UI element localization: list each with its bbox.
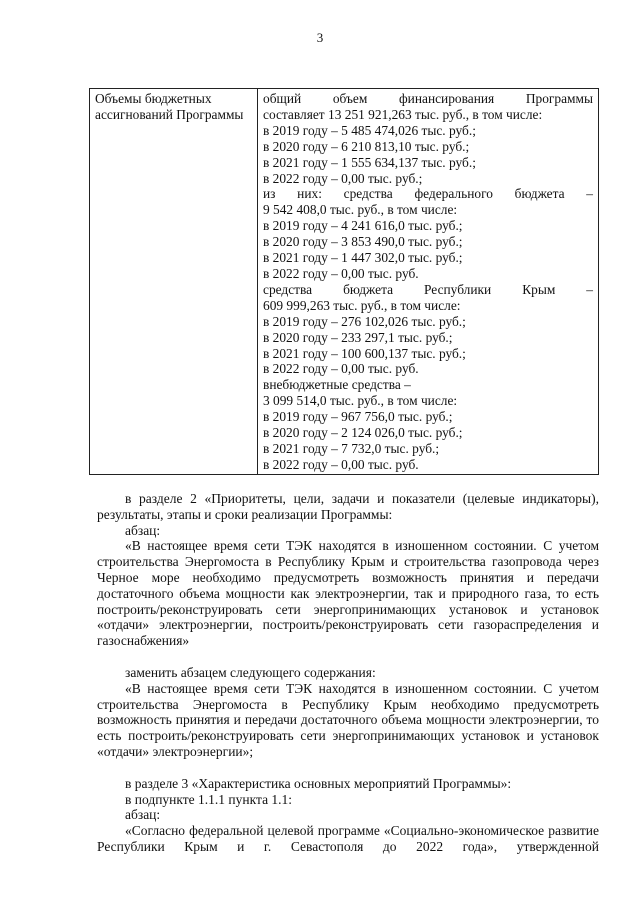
value-line: в 2019 году – 967 756,0 тыс. руб.; bbox=[263, 409, 453, 425]
value-line: 3 099 514,0 тыс. руб., в том числе: bbox=[263, 393, 458, 409]
paragraph: «В настоящее время сети ТЭК находятся в изношенном состоянии. С учетом строительства Энергомоста в Республику Крым необходимо предусмотреть возможность принятия и передачи достаточного объема мощности электроэнергии, то есть построить/реконструировать сети энергопринимающих установок и установок «отдачи» электроэнергии»; bbox=[97, 680, 599, 759]
value-line: в 2020 году – 2 124 026,0 тыс. руб.; bbox=[263, 425, 463, 441]
table-label-cell bbox=[90, 89, 258, 475]
paragraph: абзац: bbox=[125, 807, 161, 823]
value-line: в 2019 году – 276 102,026 тыс. руб.; bbox=[263, 313, 466, 329]
paragraph: в подпункте 1.1.1 пункта 1.1: bbox=[125, 791, 293, 807]
value-line: в 2019 году – 4 241 616,0 тыс. руб.; bbox=[263, 218, 463, 234]
value-line: в 2021 году – 100 600,137 тыс. руб.; bbox=[263, 345, 466, 361]
paragraph: заменить абзацем следующего содержания: bbox=[125, 664, 376, 680]
value-line: из них: средства федерального бюджета – bbox=[263, 186, 593, 202]
table-row bbox=[90, 89, 599, 475]
paragraph: абзац: bbox=[125, 522, 161, 538]
value-line: в 2020 году – 233 297,1 тыс. руб.; bbox=[263, 329, 453, 345]
paragraph: в разделе 3 «Характеристика основных мероприятий Программы»: bbox=[125, 775, 512, 791]
value-line: внебюджетные средства – bbox=[263, 377, 411, 393]
value-line: в 2021 году – 7 732,0 тыс. руб.; bbox=[263, 440, 440, 456]
label-line: Объемы бюджетных bbox=[95, 91, 212, 106]
value-line: в 2020 году – 3 853 490,0 тыс. руб.; bbox=[263, 234, 463, 250]
value-line: в 2019 году – 5 485 474,026 тыс. руб.; bbox=[263, 122, 476, 138]
value-line: 609 999,263 тыс. руб., в том числе: bbox=[263, 297, 461, 313]
value-line: в 2022 году – 0,00 тыс. руб. bbox=[263, 265, 419, 281]
value-line: в 2022 году – 0,00 тыс. руб. bbox=[263, 361, 419, 377]
budget-allocations-table bbox=[89, 88, 599, 475]
value-line: средства бюджета Республики Крым – bbox=[263, 281, 593, 297]
value-line: общий объем финансирования Программы bbox=[263, 91, 593, 106]
value-line: в 2021 году – 1 555 634,137 тыс. руб.; bbox=[263, 154, 476, 170]
value-line: в 2022 году – 0,00 тыс. руб. bbox=[263, 456, 419, 472]
table-value-cell bbox=[258, 89, 599, 475]
value-line: в 2021 году – 1 447 302,0 тыс. руб.; bbox=[263, 250, 463, 266]
paragraph: «Согласно федеральной целевой программе «Социально-экономическое развитие Республики Крым и г. Севастополя до 2022 года», утвержденной bbox=[97, 823, 599, 854]
paragraph: в разделе 2 «Приоритеты, цели, задачи и показатели (целевые индикаторы), результаты, этапы и сроки реализации Программы: bbox=[97, 491, 599, 522]
paragraph: «В настоящее время сети ТЭК находятся в изношенном состоянии. С учетом строительства Энергомоста в Республику Крым и строительства газопровода через Черное море необходимо предусмотреть возможность принятия и передачи достаточного объема мощности как электроэнергии, так и природного газа, то есть построить/реконструировать сети энергопринимающих установок и установок «отдачи» электроэнергии, построить/реконструировать сети газораспределения и газоснабжения» bbox=[97, 538, 599, 649]
document-body bbox=[97, 491, 599, 855]
label-line: ассигнований Программы bbox=[95, 106, 244, 122]
value-line: в 2022 году – 0,00 тыс. руб.; bbox=[263, 170, 423, 186]
value-line: в 2020 году – 6 210 813,10 тыс. руб.; bbox=[263, 138, 470, 154]
value-line: 9 542 408,0 тыс. руб., в том числе: bbox=[263, 202, 458, 218]
value-line: составляет 13 251 921,263 тыс. руб., в том числе: bbox=[263, 106, 543, 122]
page-number: 3 bbox=[316, 30, 324, 45]
